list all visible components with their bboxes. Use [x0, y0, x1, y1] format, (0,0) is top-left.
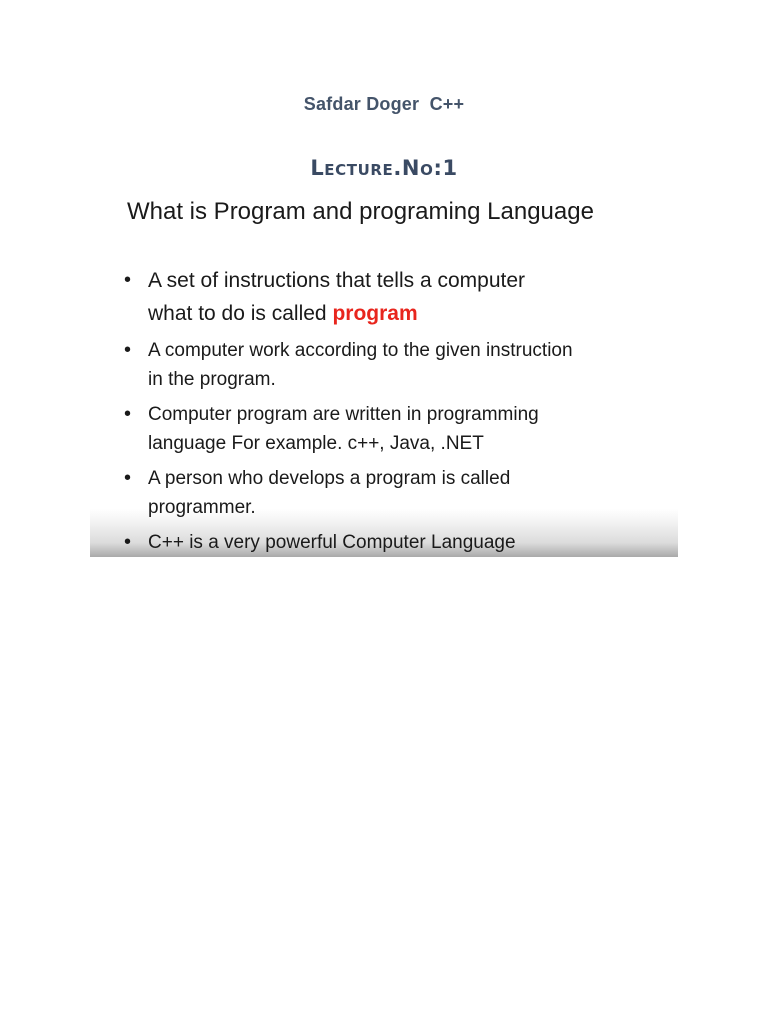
bullet-text-line: A set of instructions that tells a computer [148, 269, 526, 292]
highlighted-keyword: program [332, 302, 418, 325]
bullet-text-line [148, 297, 668, 330]
bullet-marker: • [124, 467, 132, 489]
slide-title: What is Program and programing Language [127, 198, 594, 225]
bullet-text-line: Computer program are written in programming [148, 404, 539, 425]
author-heading: Safdar Doger C++ [303, 94, 465, 114]
bullet-marker: • [124, 339, 132, 361]
lecture-number-heading: Lecture.No:1 [310, 156, 458, 180]
bullet-marker: • [124, 269, 132, 291]
list-item [90, 464, 678, 522]
bullet-text-line: A person who develops a program is called [148, 468, 511, 489]
list-item [90, 400, 678, 458]
bullet-text-prefix: what to do is called [148, 302, 333, 325]
list-item [90, 528, 678, 557]
bullet-text-line: language For example. c++, Java, .NET [148, 433, 484, 454]
bullet-text-line: A computer work according to the given instruction [148, 340, 573, 361]
bullet-marker: • [124, 531, 132, 553]
bullet-marker: • [124, 403, 132, 425]
bullet-text-line: C++ is a very powerful Computer Language [148, 532, 516, 553]
list-item [90, 336, 678, 394]
bullet-list [90, 264, 678, 557]
bullet-text-line: programmer. [148, 497, 256, 518]
list-item [90, 264, 678, 330]
bullet-text-line: in the program. [148, 369, 276, 390]
slide-image [90, 192, 678, 557]
